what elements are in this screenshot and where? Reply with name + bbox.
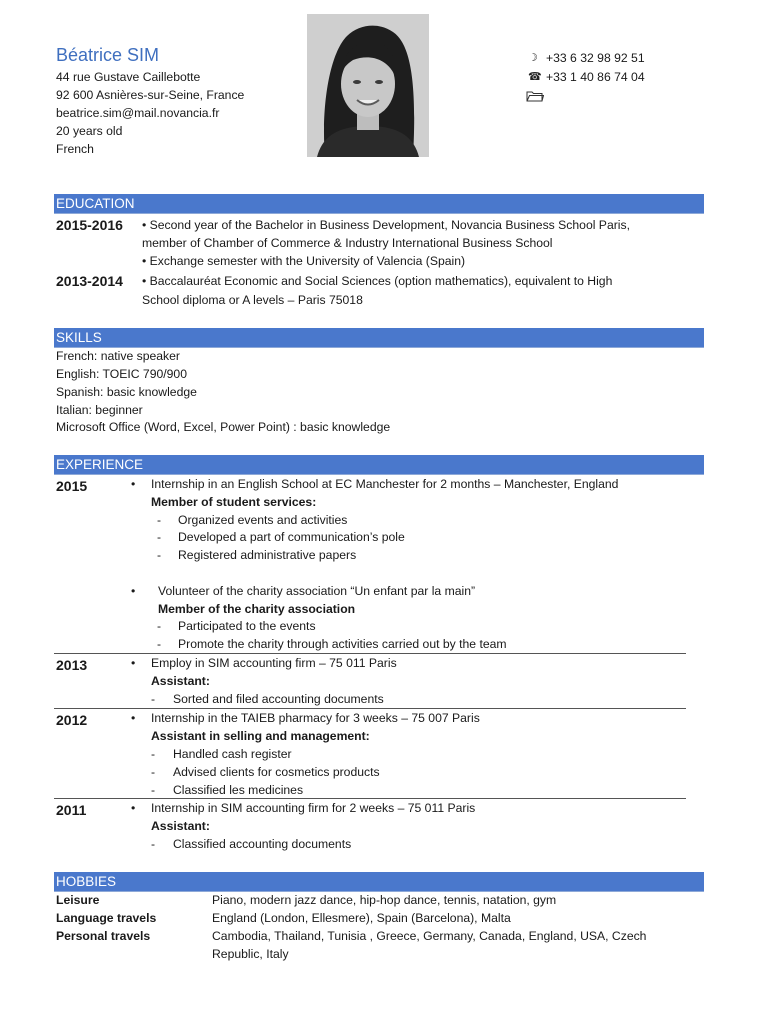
bullet: • xyxy=(131,711,136,725)
job-task: Promote the charity through activities carried out by the team xyxy=(178,637,507,651)
job-task: Advised clients for cosmetics products xyxy=(173,765,380,779)
dash: - xyxy=(157,513,162,527)
job-role: Assistant in selling and management: xyxy=(151,729,370,743)
job-role: Assistant: xyxy=(151,819,210,833)
age: 20 years old xyxy=(56,124,123,138)
hobby-value: England (London, Ellesmere), Spain (Barcelona), Malta xyxy=(212,911,511,925)
hobby-label: Language travels xyxy=(56,911,157,925)
skill-item: Italian: beginner xyxy=(56,403,143,417)
job-task: Registered administrative papers xyxy=(178,548,357,562)
telephone-icon: ☎ xyxy=(528,71,542,83)
bullet: • xyxy=(131,477,136,491)
dash: - xyxy=(157,619,162,633)
dash: - xyxy=(151,692,156,706)
email: beatrice.sim@mail.novancia.fr xyxy=(56,106,220,120)
section-header-hobbies: HOBBIES xyxy=(54,872,704,891)
education-line: • Baccalauréat Economic and Social Sciences (option mathematics), equivalent to High xyxy=(142,274,613,288)
hobby-label: Leisure xyxy=(56,893,100,907)
job-role: Member of student services: xyxy=(151,495,317,509)
job-task: Developed a part of communication’s pole xyxy=(178,530,405,544)
bullet: • xyxy=(131,656,136,670)
job-title: Internship in the TAIEB pharmacy for 3 weeks – 75 007 Paris xyxy=(151,711,480,725)
skill-item: Microsoft Office (Word, Excel, Power Point) : basic knowledge xyxy=(56,420,391,434)
job-task: Organized events and activities xyxy=(178,513,348,527)
experience-year: 2012 xyxy=(56,712,88,728)
portrait-illustration xyxy=(307,14,429,157)
job-role: Assistant: xyxy=(151,674,210,688)
dash: - xyxy=(157,530,162,544)
job-task: Classified accounting documents xyxy=(173,837,352,851)
dash: - xyxy=(151,783,156,797)
hobby-value: Piano, modern jazz dance, hip-hop dance, tennis, natation, gym xyxy=(212,893,557,907)
bullet: • xyxy=(131,584,136,598)
section-underline xyxy=(54,213,704,214)
job-title: Employ in SIM accounting firm – 75 011 Paris xyxy=(151,656,397,670)
job-role: Member of the charity association xyxy=(158,602,356,616)
section-header-skills: SKILLS xyxy=(54,328,704,347)
dash: - xyxy=(151,747,156,761)
dash: - xyxy=(157,548,162,562)
profile-photo xyxy=(307,14,429,157)
job-task: Sorted and filed accounting documents xyxy=(173,692,384,706)
bullet: • xyxy=(131,801,136,815)
job-task: Handled cash register xyxy=(173,747,292,761)
education-year: 2015-2016 xyxy=(56,217,123,233)
skill-item: Spanish: basic knowledge xyxy=(56,385,197,399)
section-header-education: EDUCATION xyxy=(54,194,704,213)
experience-year: 2011 xyxy=(56,802,87,818)
hobby-label: Personal travels xyxy=(56,929,151,943)
address-line-1: 44 rue Gustave Caillebotte xyxy=(56,70,201,84)
mobile-number: +33 6 32 98 92 51 xyxy=(546,51,645,65)
address-line-2: 92 600 Asnières-sur-Seine, France xyxy=(56,88,245,102)
hobby-value: Republic, Italy xyxy=(212,947,289,961)
dash: - xyxy=(157,637,162,651)
education-line: School diploma or A levels – Paris 75018 xyxy=(142,293,363,307)
skill-item: French: native speaker xyxy=(56,349,180,363)
section-header-experience: EXPERIENCE xyxy=(54,455,704,474)
hobby-value: Cambodia, Thailand, Tunisia , Greece, Germany, Canada, England, USA, Czech xyxy=(212,929,647,943)
job-task: Classified les medicines xyxy=(173,783,304,797)
dash: - xyxy=(151,837,156,851)
skill-item: English: TOEIC 790/900 xyxy=(56,367,187,381)
job-title: Internship in SIM accounting firm for 2 weeks – 75 011 Paris xyxy=(151,801,476,815)
job-task: Participated to the events xyxy=(178,619,316,633)
job-title: Volunteer of the charity association “Un enfant par la main” xyxy=(158,584,476,598)
education-line: • Exchange semester with the University of Valencia (Spain) xyxy=(142,254,466,268)
nationality: French xyxy=(56,142,94,156)
experience-year: 2015 xyxy=(56,478,88,494)
folder-icon xyxy=(526,90,544,105)
mobile-phone-icon: ☽ xyxy=(528,52,538,64)
candidate-name: Béatrice SIM xyxy=(56,45,160,65)
education-line: • Second year of the Bachelor in Business Development, Novancia Business School Paris, xyxy=(142,218,630,232)
experience-year: 2013 xyxy=(56,657,88,673)
education-line: member of Chamber of Commerce & Industry International Business School xyxy=(142,236,553,250)
education-year: 2013-2014 xyxy=(56,273,123,289)
dash: - xyxy=(151,765,156,779)
job-title: Internship in an English School at EC Manchester for 2 months – Manchester, England xyxy=(151,477,619,491)
phone-number: +33 1 40 86 74 04 xyxy=(546,70,645,84)
